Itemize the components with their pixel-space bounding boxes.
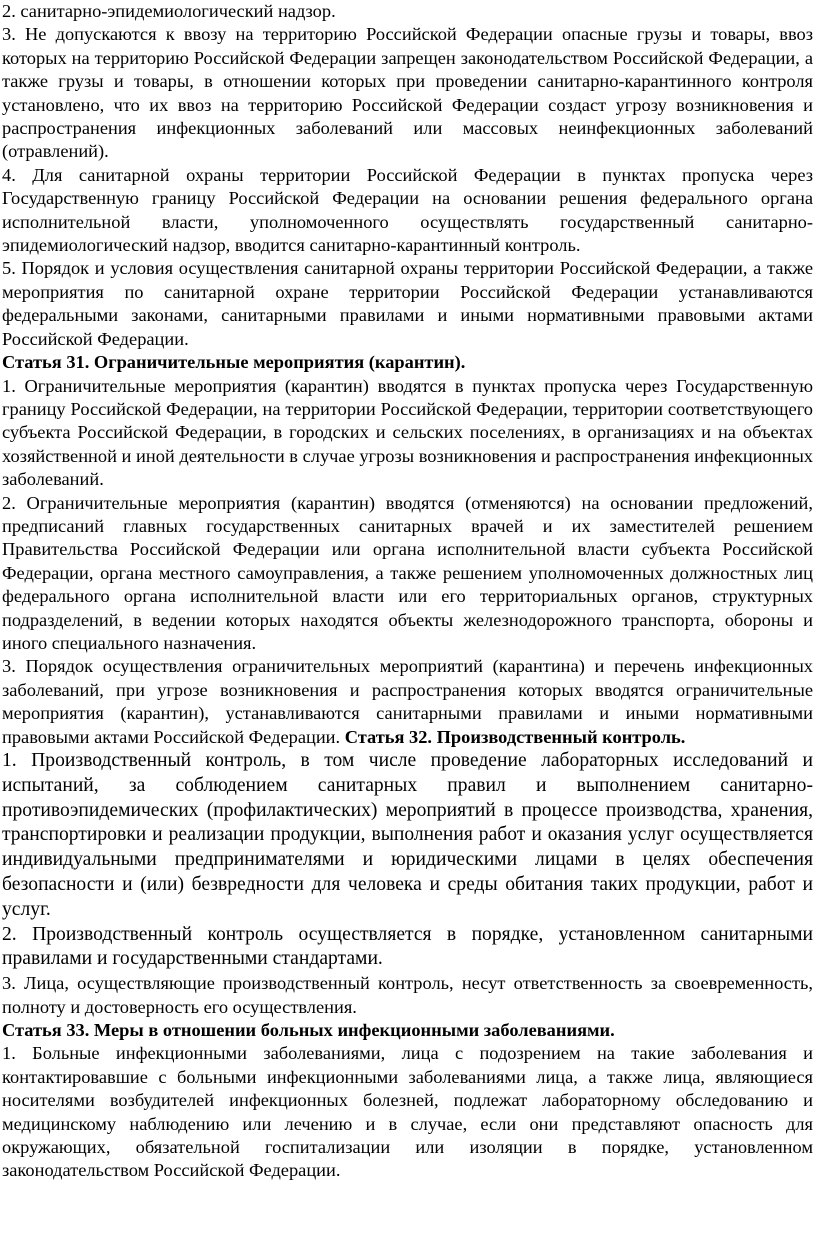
article-31-item-3-text: 3. Порядок осуществления ограничительных мероприятий (карантина) и перечень инфекционных заболеваний, при угрозе возникновения и распространения которых вводятся ограничительные мероприятия (карантин), устанавливаются санитарными правилами и иными нормативными правовыми актами Российской Федерации. xyxy=(2,656,813,747)
article-32-item-1: 1. Производственный контроль, в том числе проведение лабораторных исследований и испытаний, за соблюдением санитарных правил и выполнением санитарно-противоэпидемических (профилактических) мероприятий в процессе производства, хранения, транспортировки и реализации продукции, выполнения работ и оказания услуг осуществляется индивидуальными предпринимателями и юридическими лицами в целях обеспечения безопасности и (или) безвредности для человека и среды обитания таких продукции, работ и услуг. xyxy=(2,750,813,920)
article-32-heading: Статья 32. Производственный контроль. xyxy=(344,726,686,747)
article-31-item-1: 1. Ограничительные мероприятия (карантин) вводятся в пунктах пропуска через Государственную границу Российской Федерации, на территории Российской Федерации, территории соответствующего субъекта Российской Федерации, в городских и сельских поселениях, в организациях и на объектах хозяйственной и иной деятельности в случае угрозы возникновения и распространения инфекционных заболеваний. xyxy=(2,375,813,490)
article-32-item-3: 3. Лица, осуществляющие производственный контроль, несут ответственность за своевременность, полноту и достоверность его осуществления. xyxy=(2,973,813,1017)
article-33-item-1: 1. Больные инфекционными заболеваниями, лица с подозрением на такие заболевания и контактировавшие с больными инфекционными заболеваниями лица, а также лица, являющиеся носителями возбудителей инфекционных болезней, подлежат лабораторному обследованию и медицинскому наблюдению или лечению и в случае, если они представляют опасность для окружающих, обязательной госпитализации или изоляции в порядке, установленном законодательством Российской Федерации. xyxy=(2,1043,813,1181)
article-32-item-2: 2. Производственный контроль осуществляется в порядке, установленном санитарными правилами и государственными стандартами. xyxy=(2,923,813,970)
paragraph-5: 5. Порядок и условия осуществления санитарной охраны территории Российской Федерации, а также мероприятия по санитарной охране территории Российской Федерации устанавливаются федеральными законами, санитарными правилами и иными нормативными правовыми актами Российской Федерации. xyxy=(2,258,813,349)
paragraph-2: 2. санитарно-эпидемиологический надзор. xyxy=(2,1,336,21)
article-31-item-3 xyxy=(2,655,813,749)
article-33-heading: Статья 33. Меры в отношении больных инфекционными заболеваниями. xyxy=(2,1019,615,1040)
paragraph-4: 4. Для санитарной охраны территории Российской Федерации в пунктах пропуска через Государственную границу Российской Федерации на основании решения федерального органа исполнительной власти, уполномоченного осуществлять государственный санитарно-эпидемиологический надзор, вводится санитарно-карантинный контроль. xyxy=(2,164,813,256)
article-31-heading: Статья 31. Ограничительные мероприятия (карантин). xyxy=(2,352,466,373)
article-31-item-2: 2. Ограничительные мероприятия (карантин) вводятся (отменяются) на основании предложений, предписаний главных государственных санитарных врачей и их заместителей решением Правительства Российской Федерации или органа исполнительной власти субъекта Российской Федерации, органа местного самоуправления, а также решением уполномоченных должностных лиц федерального органа исполнительной власти или его территориальных органов, структурных подразделений, в ведении которых находятся объекты железнодорожного транспорта, обороны и иного специального назначения. xyxy=(2,492,813,653)
paragraph-3: 3. Не допускаются к ввозу на территорию Российской Федерации опасные грузы и товары, ввоз которых на территорию Российской Федерации запрещен законодательством Российской Федерации, а также грузы и товары, в отношении которых при проведении санитарно-карантинного контроля установлено, что их ввоз на территорию Российской Федерации создаст угрозу возникновения и распространения инфекционных заболеваний или массовых неинфекционных заболеваний (отравлений). xyxy=(2,24,813,162)
